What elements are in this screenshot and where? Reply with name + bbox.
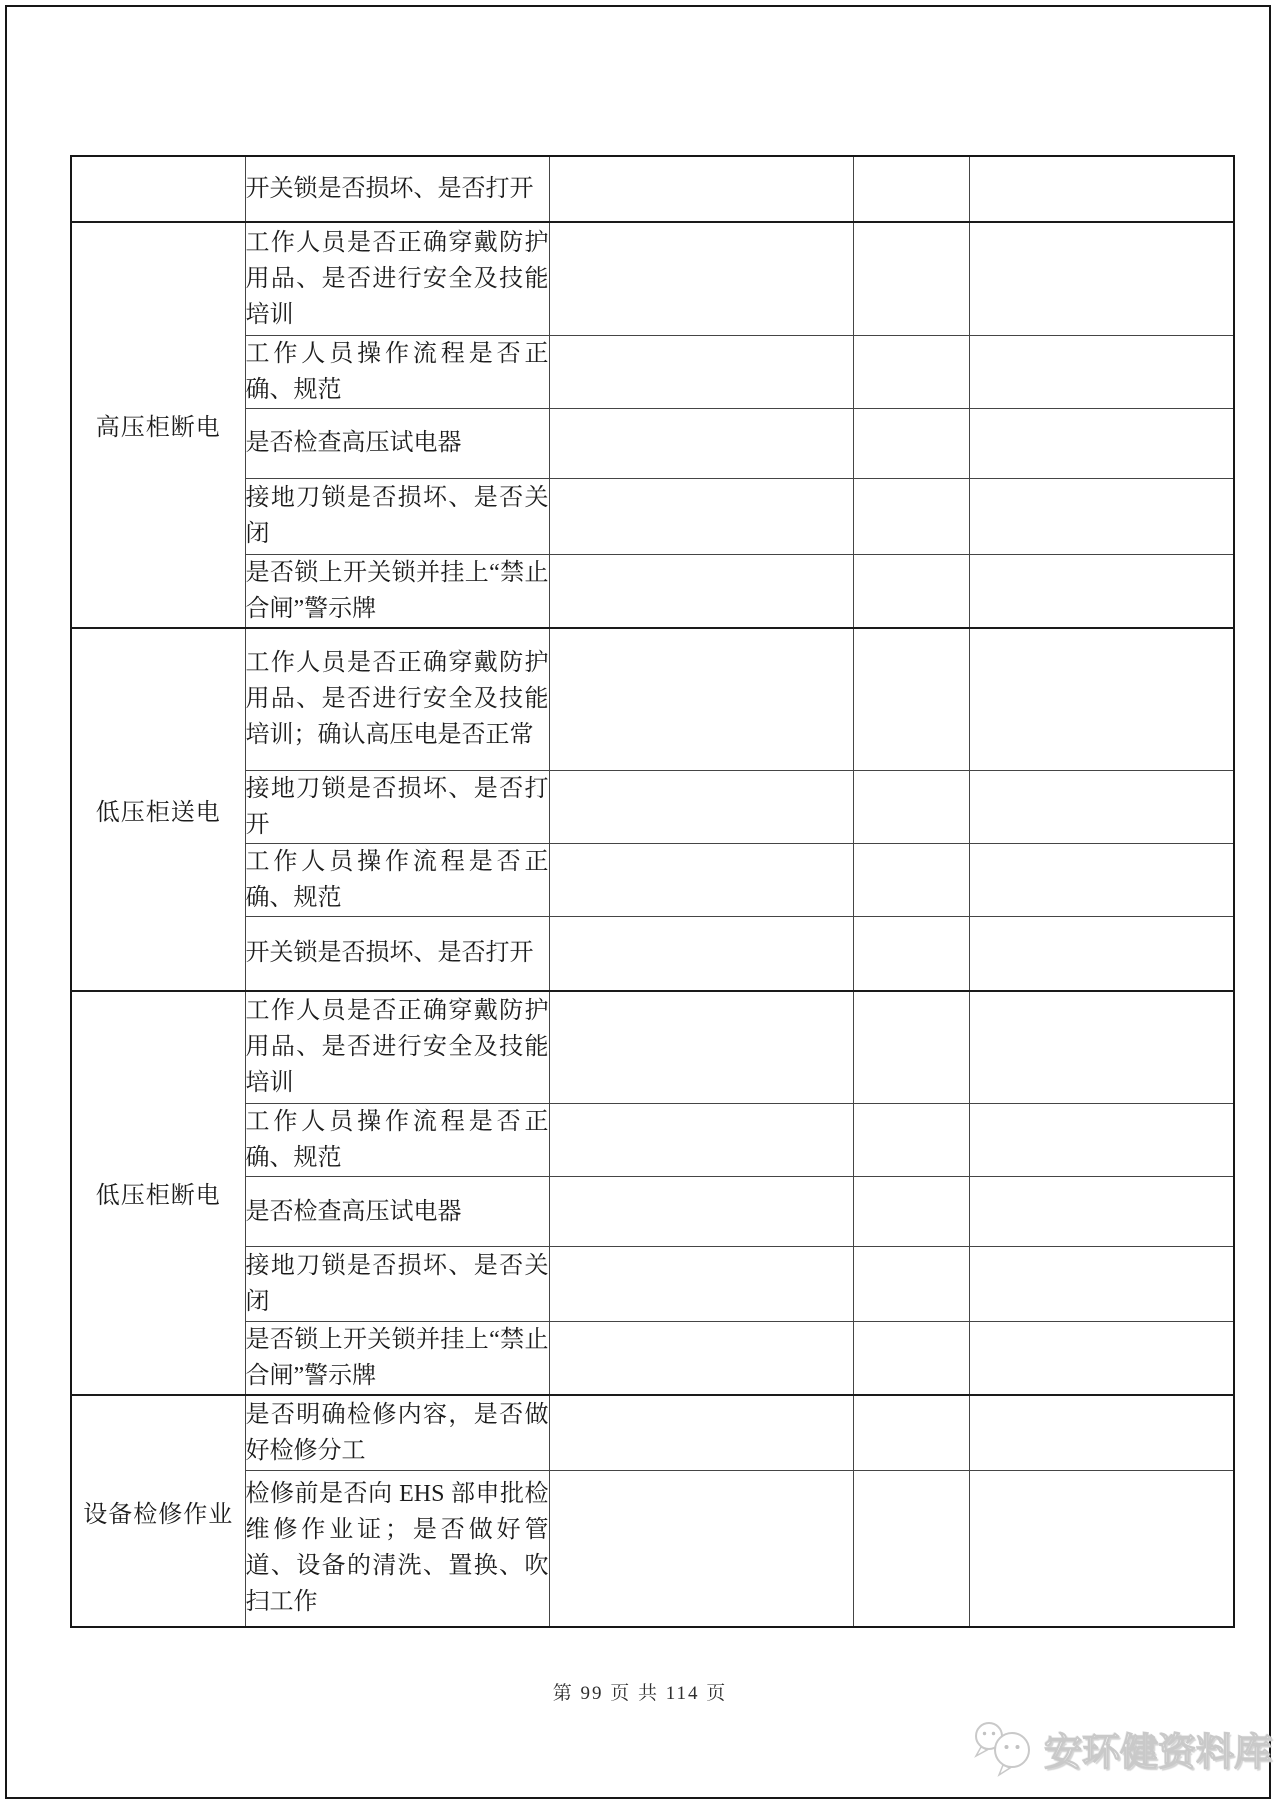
blank-cell (853, 1470, 969, 1627)
blank-cell (549, 408, 853, 478)
blank-cell (549, 1247, 853, 1322)
blank-cell (969, 554, 1234, 628)
table-row (71, 1177, 1234, 1247)
blank-cell (549, 1322, 853, 1396)
blank-cell (853, 844, 969, 917)
table-row (71, 1470, 1234, 1627)
check-item-cell: 接地刀锁是否损坏、是否关闭 (245, 1247, 549, 1322)
blank-cell (549, 478, 853, 554)
blank-cell (853, 554, 969, 628)
blank-cell (853, 1322, 969, 1396)
blank-cell (853, 771, 969, 844)
blank-cell (549, 917, 853, 991)
blank-cell (549, 1104, 853, 1177)
blank-cell (549, 222, 853, 335)
category-cell: 高压柜断电 (71, 222, 245, 628)
brand-text: 安环健资料库 (1044, 1731, 1273, 1774)
table-row (71, 991, 1234, 1104)
blank-cell (853, 628, 969, 771)
check-item-cell: 工作人员操作流程是否正确、规范 (245, 844, 549, 917)
table-row (71, 917, 1234, 991)
table-row (71, 1247, 1234, 1322)
table-row (71, 156, 1234, 222)
blank-cell (969, 628, 1234, 771)
blank-cell (969, 1322, 1234, 1396)
chat-bubbles-icon (972, 1719, 1038, 1777)
table-row (71, 408, 1234, 478)
blank-cell (853, 991, 969, 1104)
blank-cell (549, 1470, 853, 1627)
check-item-cell: 工作人员是否正确穿戴防护用品、是否进行安全及技能培训 (245, 991, 549, 1104)
blank-cell (853, 478, 969, 554)
blank-cell (969, 156, 1234, 222)
check-item-cell: 接地刀锁是否损坏、是否打开 (245, 771, 549, 844)
check-item-cell: 开关锁是否损坏、是否打开 (245, 156, 549, 222)
blank-cell (853, 1177, 969, 1247)
blank-cell (853, 408, 969, 478)
check-item-cell: 是否检查高压试电器 (245, 1177, 549, 1247)
blank-cell (853, 1395, 969, 1470)
blank-cell (969, 917, 1234, 991)
blank-cell (969, 1395, 1234, 1470)
table-row (71, 771, 1234, 844)
blank-cell (969, 1104, 1234, 1177)
brand-watermark (972, 1714, 1273, 1782)
blank-cell (549, 628, 853, 771)
check-item-cell: 是否检查高压试电器 (245, 408, 549, 478)
check-item-cell: 是否明确检修内容，是否做好检修分工 (245, 1395, 549, 1470)
blank-cell (549, 554, 853, 628)
check-item-cell: 工作人员操作流程是否正确、规范 (245, 1104, 549, 1177)
category-cell: 低压柜断电 (71, 991, 245, 1396)
category-cell (71, 156, 245, 222)
blank-cell (853, 1104, 969, 1177)
check-item-cell: 工作人员是否正确穿戴防护用品、是否进行安全及技能培训；确认高压电是否正常 (245, 628, 549, 771)
blank-cell (549, 335, 853, 408)
blank-cell (969, 771, 1234, 844)
table-row (71, 222, 1234, 335)
blank-cell (853, 156, 969, 222)
table-row (71, 478, 1234, 554)
blank-cell (969, 408, 1234, 478)
check-item-cell: 是否锁上开关锁并挂上“禁止合闸”警示牌 (245, 1322, 549, 1396)
blank-cell (969, 1470, 1234, 1627)
category-cell: 设备检修作业 (71, 1395, 245, 1627)
check-item-cell: 接地刀锁是否损坏、是否关闭 (245, 478, 549, 554)
table-row (71, 1104, 1234, 1177)
check-item-cell: 开关锁是否损坏、是否打开 (245, 917, 549, 991)
category-cell: 低压柜送电 (71, 628, 245, 991)
blank-cell (969, 991, 1234, 1104)
safety-checklist-table (70, 155, 1235, 1628)
table-row (71, 1395, 1234, 1470)
check-item-cell: 工作人员操作流程是否正确、规范 (245, 335, 549, 408)
blank-cell (853, 222, 969, 335)
check-item-cell: 工作人员是否正确穿戴防护用品、是否进行安全及技能培训 (245, 222, 549, 335)
blank-cell (549, 1177, 853, 1247)
blank-cell (969, 478, 1234, 554)
blank-cell (549, 844, 853, 917)
blank-cell (969, 1247, 1234, 1322)
table-row (71, 1322, 1234, 1396)
blank-cell (853, 335, 969, 408)
blank-cell (969, 222, 1234, 335)
blank-cell (969, 1177, 1234, 1247)
blank-cell (549, 991, 853, 1104)
blank-cell (549, 156, 853, 222)
table-row (71, 554, 1234, 628)
blank-cell (853, 1247, 969, 1322)
check-item-cell: 检修前是否向 EHS 部申批检维修作业证；是否做好管道、设备的清洗、置换、吹扫工作 (245, 1470, 549, 1627)
blank-cell (549, 771, 853, 844)
table-row (71, 844, 1234, 917)
page-number: 第 99 页 共 114 页 (552, 1683, 728, 1704)
blank-cell (969, 844, 1234, 917)
table-row (71, 335, 1234, 408)
check-item-cell: 是否锁上开关锁并挂上“禁止合闸”警示牌 (245, 554, 549, 628)
table-row (71, 628, 1234, 771)
blank-cell (549, 1395, 853, 1470)
blank-cell (853, 917, 969, 991)
blank-cell (969, 335, 1234, 408)
